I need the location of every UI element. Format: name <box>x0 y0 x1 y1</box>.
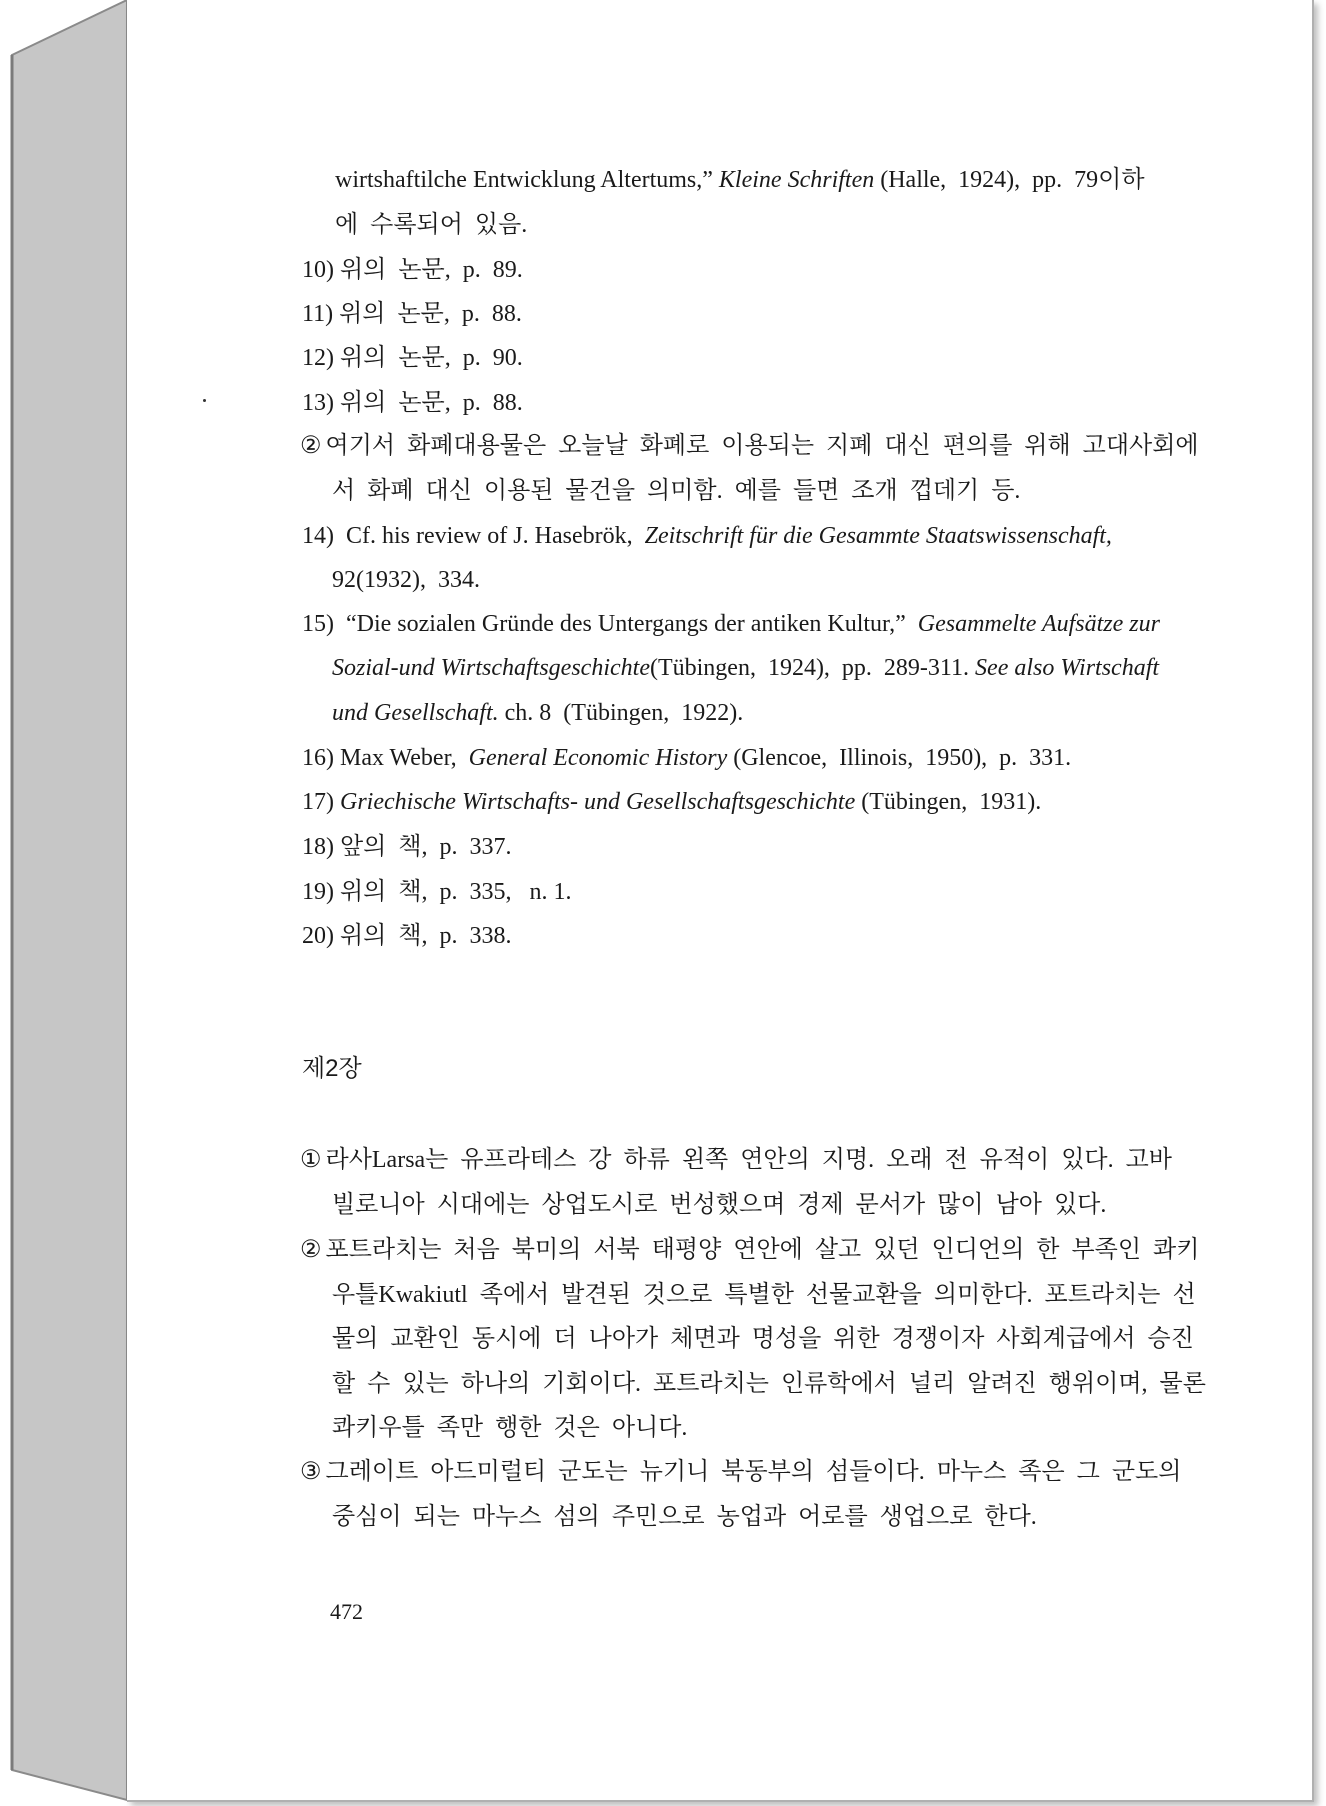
chapter-note-2-line-2: 우틀Kwakiutl 족에서 발견된 것으로 특별한 선물교환을 의미한다. 포트라치는 선 <box>332 1282 1196 1308</box>
footnote-15-line-1 <box>302 609 1160 639</box>
stray-mark <box>203 399 206 402</box>
note-text: 16) Max Weber, <box>302 745 469 771</box>
footnote-19: 19) 위의 책, p. 335, n. 1. <box>302 879 572 905</box>
footnote-12: 12) 위의 논문, p. 90. <box>302 345 523 371</box>
translator-note-2-line-1 <box>300 431 1199 461</box>
note-text: (Halle, 1924), pp. 79이하 <box>874 167 1145 193</box>
chapter-note-2-line-4: 할 수 있는 하나의 기회이다. 포트라치는 인류학에서 널리 알려진 행위이며, 물론 <box>332 1371 1206 1397</box>
note-title-italic: und Gesellschaft. <box>332 700 499 726</box>
note-title-italic: Griechische Wirtschafts- und Gesellschaftsgeschichte <box>340 789 856 815</box>
circled-number: ① <box>300 1147 322 1173</box>
note-title-italic: Kleine Schriften <box>718 167 875 193</box>
page-number: 472 <box>330 1599 363 1624</box>
note-title-italic: Gesammelte Aufsätze zur <box>917 611 1160 637</box>
footnote-15-line-2 <box>332 653 1159 683</box>
chapter-note-3-line-1 <box>300 1457 1181 1487</box>
note-text: 라사Larsa는 유프라테스 강 하류 왼쪽 연안의 지명. 오래 전 유적이 있다. 고바 <box>325 1147 1172 1173</box>
note-text: 15) “Die sozialen Gründe des Untergangs der antiken Kultur,” <box>302 611 918 637</box>
note-text: 그레이트 아드미럴티 군도는 뉴기니 북동부의 섬들이다. 마누스 족은 그 군도의 <box>325 1459 1182 1485</box>
chapter-note-1-line-2: 빌로니아 시대에는 상업도시로 번성했으며 경제 문서가 많이 남아 있다. <box>332 1192 1107 1218</box>
note-text: (Tübingen, 1924), pp. 289-311. <box>649 655 976 681</box>
circled-number: ② <box>300 1237 322 1263</box>
footnote-14-line-2: 92(1932), 334. <box>332 567 480 593</box>
chapter-note-1-line-1 <box>300 1145 1172 1175</box>
note-title-italic: See also Wirtschaft <box>975 655 1160 681</box>
chapter-note-3-line-2: 중심이 되는 마누스 섬의 주민으로 농업과 어로를 생업으로 한다. <box>332 1504 1037 1530</box>
footnote-10: 10) 위의 논문, p. 89. <box>302 257 523 283</box>
footnote-11: 11) 위의 논문, p. 88. <box>302 301 522 327</box>
footnote-16 <box>302 743 1071 773</box>
note-title-italic: General Economic History <box>468 745 728 771</box>
note-9-continuation-line-1 <box>335 165 1145 195</box>
note-title-italic: Zeitschrift für die Gesammte Staatswissenschaft, <box>644 523 1112 549</box>
chapter-note-2-line-3: 물의 교환인 동시에 더 나아가 체면과 명성을 위한 경쟁이자 사회계급에서 승진 <box>332 1326 1194 1352</box>
note-text: (Glencoe, Illinois, 1950), p. 331. <box>727 745 1072 771</box>
circled-number: ③ <box>300 1459 322 1485</box>
note-text: ch. 8 (Tübingen, 1922). <box>498 700 744 726</box>
chapter-heading: 제2장 <box>302 1055 362 1082</box>
book-page <box>127 0 1314 1802</box>
note-text: 14) Cf. his review of J. Hasebrök, <box>302 523 645 549</box>
translator-note-2-line-2: 서 화폐 대신 이용된 물건을 의미함. 예를 들면 조개 껍데기 등. <box>332 478 1021 504</box>
footnote-17 <box>302 787 1041 817</box>
footnote-20: 20) 위의 책, p. 338. <box>302 923 512 949</box>
footnote-13: 13) 위의 논문, p. 88. <box>302 390 523 416</box>
note-text: (Tübingen, 1931). <box>855 789 1042 815</box>
note-text: 포트라치는 처음 북미의 서북 태평양 연안에 살고 있던 인디언의 한 부족인 콰키 <box>325 1237 1200 1263</box>
note-title-italic: Sozial-und Wirtschaftsgeschichte <box>332 655 650 681</box>
note-9-continuation-line-2: 에 수록되어 있음. <box>335 212 528 238</box>
circled-number: ② <box>300 433 322 459</box>
footnote-14-line-1 <box>302 521 1112 551</box>
footnote-18: 18) 앞의 책, p. 337. <box>302 834 512 860</box>
chapter-note-2-line-5: 콰키우틀 족만 행한 것은 아니다. <box>332 1415 688 1441</box>
note-text: wirtshaftilche Entwicklung Altertums,” <box>335 167 719 193</box>
note-text: 17) <box>302 789 340 815</box>
note-text: 여기서 화폐대용물은 오늘날 화폐로 이용되는 지폐 대신 편의를 위해 고대사회에 <box>325 433 1199 459</box>
chapter-note-2-line-1 <box>300 1235 1199 1265</box>
footnote-15-line-3 <box>332 698 743 728</box>
